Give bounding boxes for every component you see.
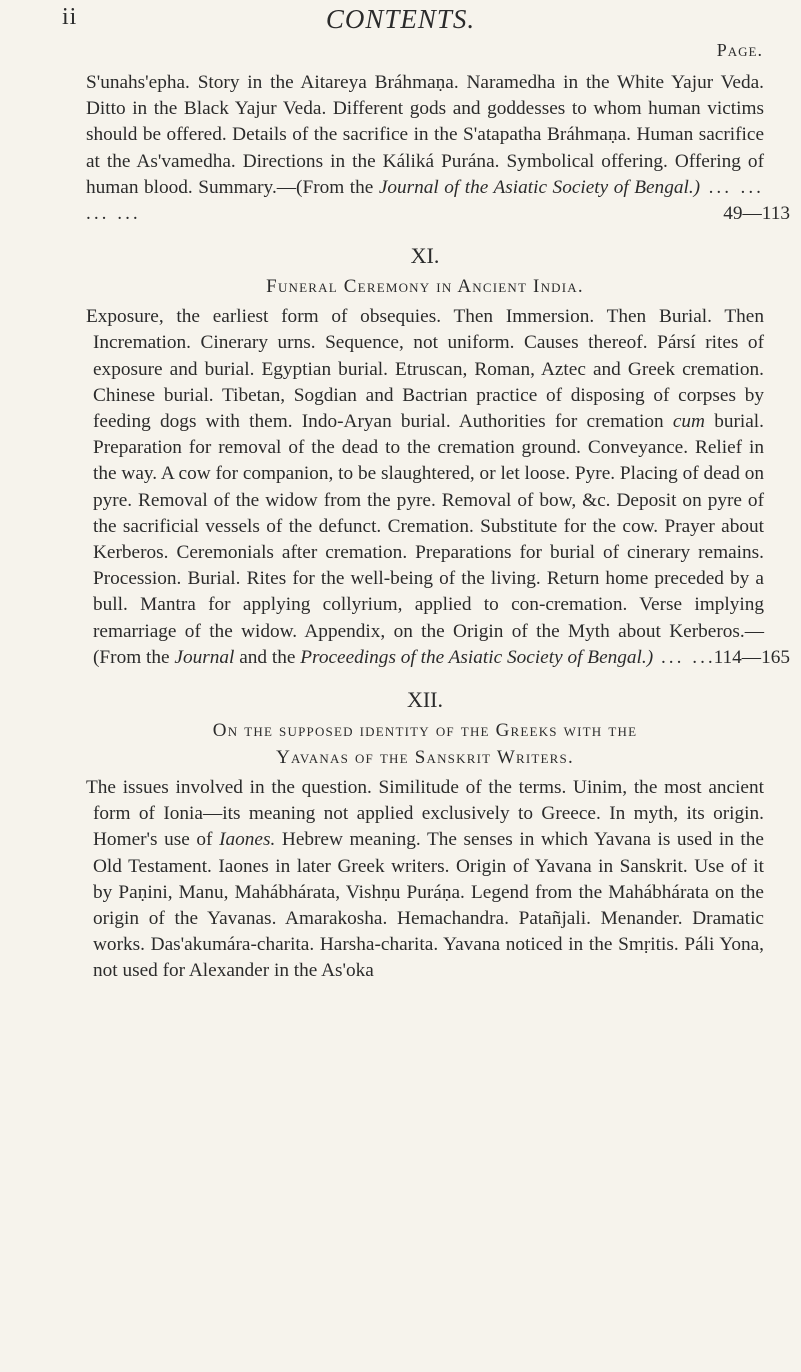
section-xii-title-line-1: On the supposed identity of the Greeks with the [212, 720, 638, 742]
running-title: CONTENTS. [325, 4, 476, 34]
section-xi-pages: 114—165 [713, 646, 790, 668]
section-xi-and-the: and the [239, 646, 296, 668]
entry-x-pages: 49—113 [723, 203, 790, 225]
section-xi-leader: ... ... [653, 646, 716, 668]
section-xi-journal: Journal [174, 646, 235, 668]
section-xii-summary [86, 775, 764, 985]
section-xii-title-line-2: Yavanas of the Sanskrit Writers. [276, 747, 574, 769]
contents-body [86, 70, 790, 985]
section-xi-summary [86, 304, 790, 671]
section-xi-number: XI. [410, 243, 440, 269]
section-xi-text-1: Exposure, the earliest form of obsequies. Then Immersion. Then Burial. Then Incremation. Cinerary urns. Sequence, not uniform. Causes thereof. Pársí rites of exposure and burial. Egyptian burial. Etruscan, Roman, Aztec and Greek cremation. Chinese burial. Tibetan, Sogdian and Bactrian practice of disposing of corpses by feeding dogs with them. Indo-Aryan burial. Authorities for cremation [86, 306, 764, 433]
section-xi-title: Funeral Ceremony in Ancient India. [266, 276, 584, 298]
section-xii-number: XII. [406, 687, 444, 713]
section-xi-text-2: burial. Preparation for removal of the dead to the cremation ground. Conveyance. Relief in the way. A cow for companion, to be slaughtered, or let loose. Pyre. Placing of dead on pyre. Removal of the widow from the pyre. Removal of bow, &c. Deposit on pyre of the sacrificial vessels of the defunct. Cremation. Substitute for the cow. Prayer about Kerberos. Ceremonials after cremation. Preparations for burial of cinerary remains. Procession. Burial. Rites for the well-being of the living. Return home preceded by a bull. Mantra for applying collyrium, applied to con-cremation. Verse implying remarriage of the widow. Appendix, on the Origin of the Myth about Kerberos.—(From the [93, 411, 764, 668]
page-number: ii [62, 4, 78, 30]
entry-x-source: Journal of the Asiatic Society of Bengal.) [378, 176, 701, 198]
section-xii-title [86, 717, 764, 771]
entry-x-text: S'unahs'epha. Story in the Aitareya Bráhmaṇa. Naramedha in the White Yajur Veda. Ditto in the Black Yajur Veda. Different gods and goddesses to whom human victims should be offered. Details of the sacrifice in the S'atapatha Bráhmaṇa. Human sacrifice at the As'vamedha. Directions in the Káliká Purána. Symbolical offering. Offering of human blood. Summary.—(From the [86, 72, 764, 198]
section-xii [86, 687, 764, 985]
section-xii-iaones: Iaones. [219, 829, 276, 851]
section-xii-text-1: The issues involved in the question. Similitude of the terms. Uinim, the most ancient form of Ionia—its meaning not applied exclusively to Greece. In myth, its origin. Homer's use of [86, 777, 764, 851]
section-xi [86, 243, 790, 671]
page-column-label: Page. [716, 40, 763, 60]
section-xi-cum: cum [672, 411, 705, 433]
section-xii-text-2: Hebrew meaning. The senses in which Yavana is used in the Old Testament. Iaones in later Greek writers. Origin of Yavana in Sanskrit. Use of it by Paṇini, Manu, Mahábhárata, Vishṇu Puráṇa. Legend from the Mahábhárata on the origin of the Yavanas. Amarakosha. Hemachandra. Patañjali. Menander. Dramatic works. Das'akumára-charita. Harsha-charita. Yavana noticed in the Smṛitis. Páli Yona, not used for Alexander in the As'oka [93, 829, 764, 982]
section-xi-proceedings: Proceedings of the Asiatic Society of Bengal.) [300, 646, 654, 668]
entry-x-summary [86, 70, 790, 227]
entry-x-leader: ... ... ... ... [86, 176, 764, 225]
page-header [0, 0, 801, 44]
